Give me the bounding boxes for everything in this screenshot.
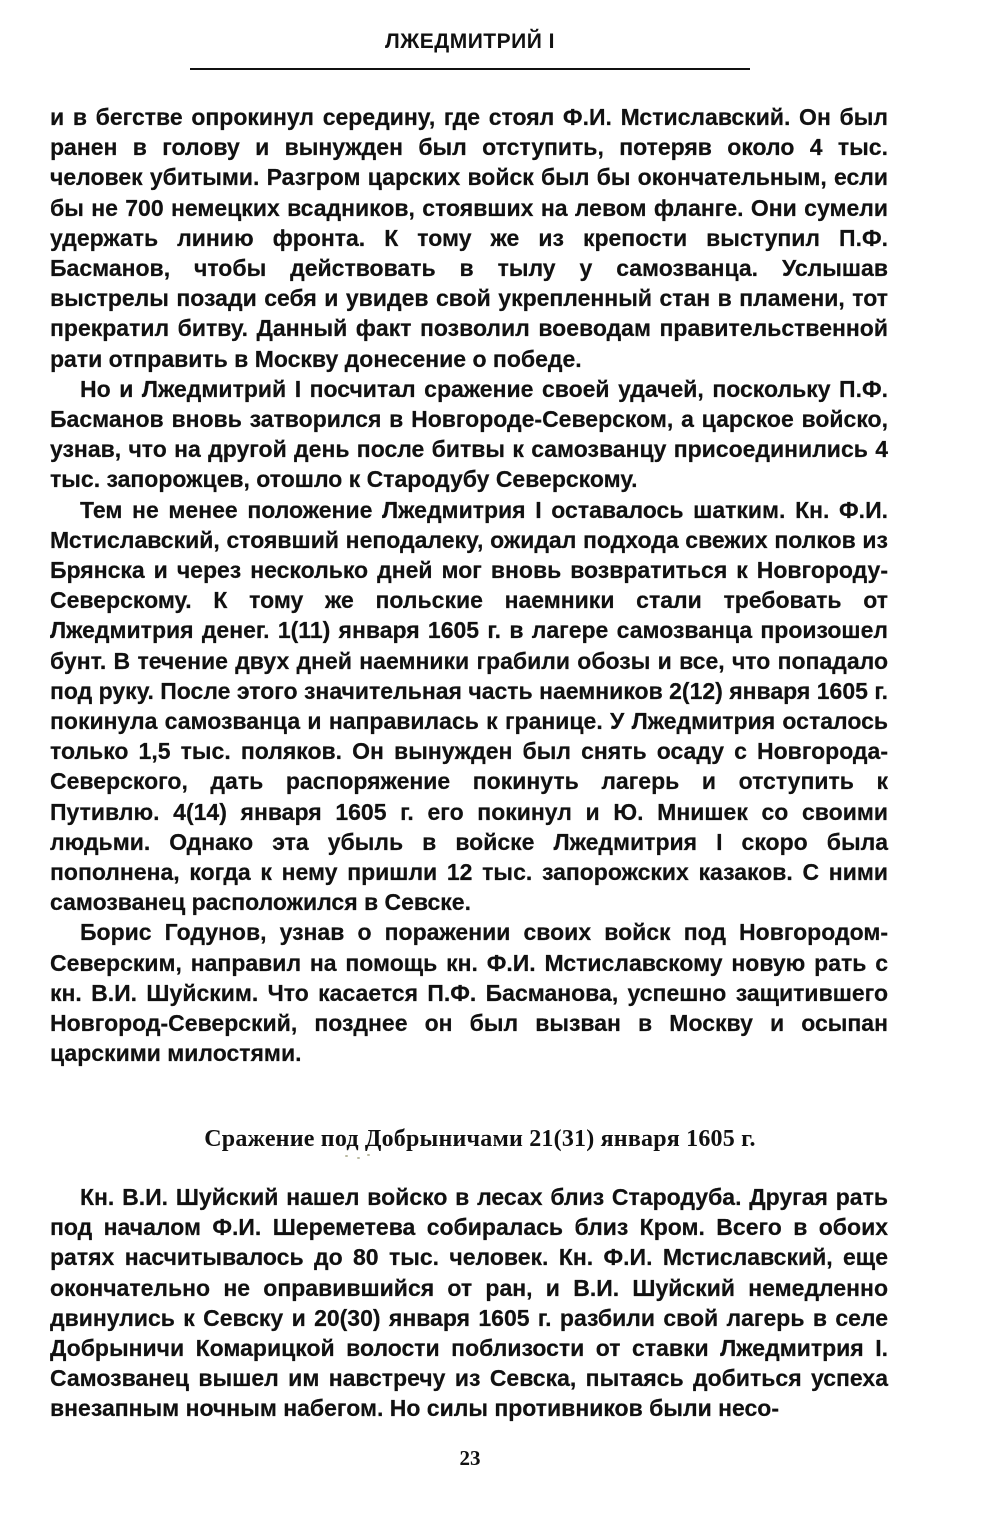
section-heading: Сражение под Добрыничами 21(31) января 1605 г. [204,1126,756,1152]
body-text-top [50,102,888,1069]
paragraph: Кн. В.И. Шуйский нашел войско в лесах близ Стародуба. Другая рать под началом Ф.И. Шереметева собиралась близ Кром. Всего в обоих ратях насчитывалось до 80 тыс. человек. Кн. Ф.И. Мстиславский, еще окончательно не оправившийся от ран, и В.И. Шуйский немедленно двинулись к Севску и 20(30) января 1605 г. разбили свой лагерь в селе Добрыничи Комарицкой волости поблизости от ставки Лжедмитрия I. Самозванец вышел им навстречу из Севска, пытаясь добиться успеха внезапным ночным набегом. Но силы противников были несо- [50,1184,888,1422]
header-rule [190,68,750,70]
print-specks [345,1154,375,1160]
running-head: ЛЖЕДМИТРИЙ I [385,30,555,53]
body-text-bottom [50,1182,888,1424]
paragraph: Тем не менее положение Лжедмитрия I оставалось шатким. Кн. Ф.И. Мстиславский, стоявший неподалеку, ожидал подхода свежих полков из Брянска и через несколько дней мог вновь возвратиться к Новгороду-Северскому. К тому же польские наемники стали требовать от Лжедмитрия денег. 1(11) января 1605 г. в лагере самозванца произошел бунт. В течение двух дней наемники грабили обозы и все, что попадало под руку. После этого значительная часть наемников 2(12) января 1605 г. покинула самозванца и направилась к границе. У Лжедмитрия осталось только 1,5 тыс. поляков. Он вынужден был снять осаду с Новгорода-Северского, дать распоряжение покинуть лагерь и отступить к Путивлю. 4(14) января 1605 г. его покинул и Ю. Мнишек со своими людьми. Однако эта убыль в войске Лжедмитрия I скоро была пополнена, когда к нему пришли 12 тыс. запорожских казаков. С ними самозванец расположился в Севске. [50,496,888,916]
paragraph: Борис Годунов, узнав о поражении своих войск под Новгородом-Северским, направил на помощь кн. Ф.И. Мстиславскому новую рать с кн. В.И. Шуйским. Что касается П.Ф. Басманова, успешно защитившего Новгород-Северский, позднее он был вызван в Москву и осыпан царскими милостями. [50,919,888,1067]
paragraph: и в бегстве опрокинул середину, где стоял Ф.И. Мстиславский. Он был ранен в голову и вынужден был отступить, потеряв около 4 тыс. человек убитыми. Разгром царских войск был бы окончательным, если бы не 700 немецких всадников, стоявших на левом фланге. Они сумели удержать линию фронта. К тому же из крепости выступил П.Ф. Басманов, чтобы действовать в тылу у самозванца. Услышав выстрелы позади себя и увидев свой укрепленный стан в пламени, тот прекратил битву. Данный факт позволил воеводам правительственной рати отправить в Москву донесение о победе. [50,104,888,372]
page-number: 23 [459,1446,481,1470]
paragraph: Но и Лжедмитрий I посчитал сражение своей удачей, поскольку П.Ф. Басманов вновь затворился в Новгороде-Северском, а царское войско, узнав, что на другой день после битвы к самозванцу присоединились 4 тыс. запорожцев, отошло к Стародубу Северскому. [50,375,888,493]
